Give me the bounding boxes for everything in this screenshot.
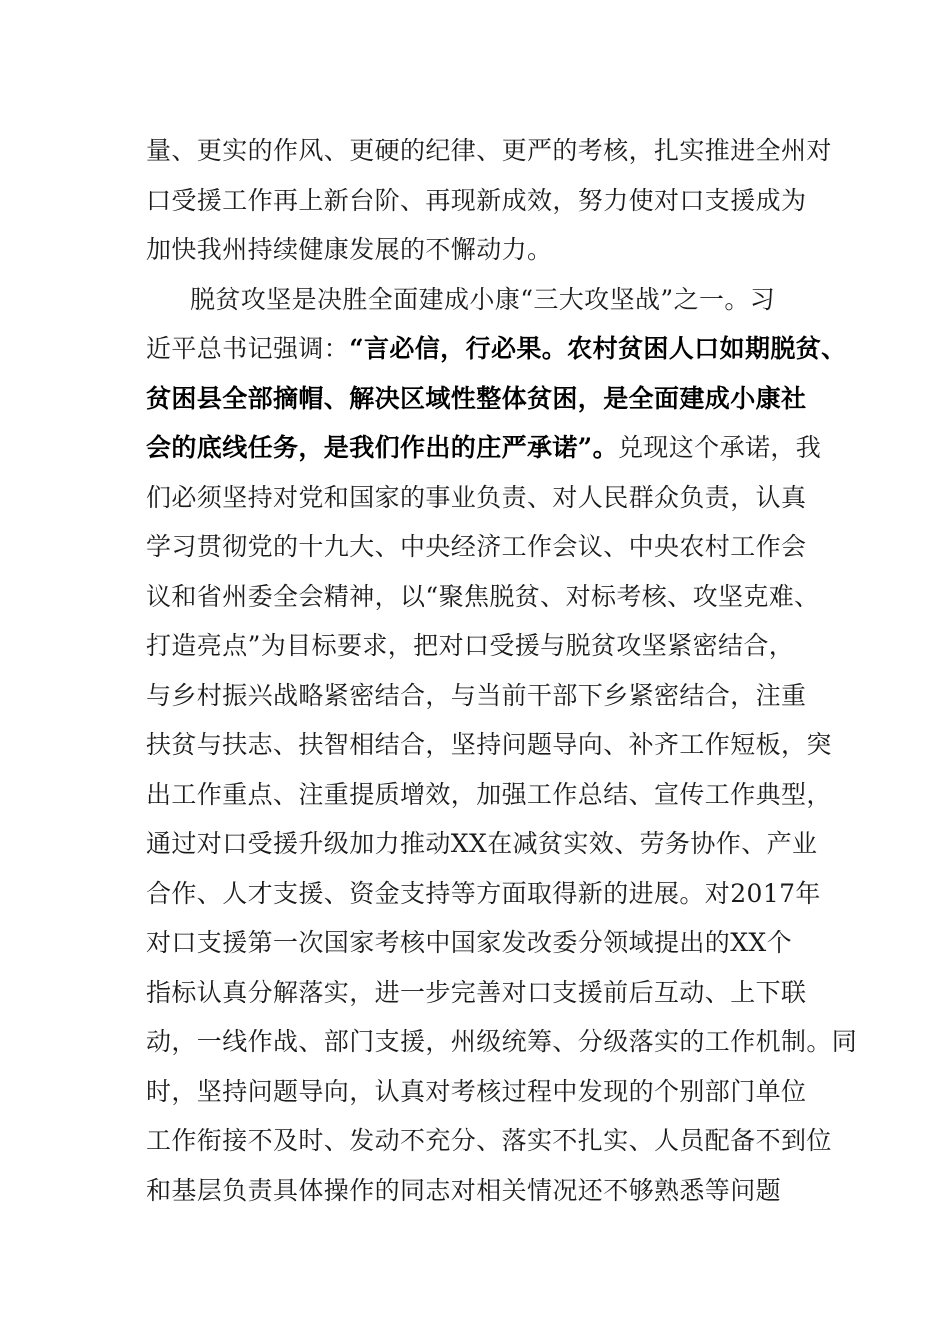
text-line: 动，一线作战、部门支援，州级统筹、分级落实的工作机制。同 (146, 1027, 858, 1056)
text-line (146, 324, 847, 374)
line-text: 近平总书记强调： (146, 334, 350, 363)
text-line: 量、更实的作风、更硬的纪律、更严的考核，扎实推进全州对 (146, 136, 832, 165)
text-line: 学习贯彻党的十九大、中央经济工作会议、中央农村工作会 (146, 532, 807, 561)
body-text (146, 126, 858, 1215)
text-line: 时，坚持问题导向，认真对考核过程中发现的个别部门单位 (146, 1076, 807, 1106)
quote-bold-text: 会的底线任务，是我们作出的庄严承诺”。 (146, 433, 618, 462)
text-line: 工作衔接不及时、发动不充分、落实不扎实、人员配备不到位 (146, 1126, 832, 1155)
quote-bold-line: 贫困县全部摘帽、解决区域性整体贫困，是全面建成小康社 (146, 383, 807, 413)
text-line: 们必须坚持对党和国家的事业负责、对人民群众负责，认真 (146, 482, 807, 512)
text-line: 出工作重点、注重提质增效，加强工作总结、宣传工作典型， (146, 779, 832, 809)
text-line: 和基层负责具体操作的同志对相关情况还不够熟悉等问题 (146, 1175, 782, 1205)
text-line: 打造亮点”为目标要求，把对口受援与脱贫攻坚紧密结合， (146, 631, 795, 660)
text-line: 对口支援第一次国家考核中国家发改委分领域提出的XX个 (146, 928, 792, 957)
text-line (146, 423, 822, 473)
text-line: 通过对口受援升级加力推动XX在减贫实效、劳务协作、产业 (146, 829, 818, 858)
text-line: 扶贫与扶志、扶智相结合，坚持问题导向、补齐工作短板，突 (146, 730, 832, 759)
quote-bold-text: “言必信，行必果。农村贫困人口如期脱贫、 (349, 334, 847, 363)
text-line: 与乡村振兴战略紧密结合，与当前干部下乡紧密结合，注重 (146, 680, 807, 710)
line-text: 兑现这个承诺，我 (617, 433, 822, 462)
text-line: 指标认真分解落实，进一步完善对口支援前后互动、上下联 (146, 977, 807, 1007)
text-line: 议和省州委全会精神，以“聚焦脱贫、对标考核、攻坚克难、 (146, 581, 820, 611)
text-line: 加快我州持续健康发展的不懈动力。 (146, 235, 553, 264)
paragraph-first-line: 脱贫攻坚是决胜全面建成小康“三大攻坚战”之一。习 (190, 284, 776, 314)
text-line: 口受援工作再上新台阶、再现新成效，努力使对口支援成为 (146, 185, 807, 215)
text-line: 合作、人才支援、资金支持等方面取得新的进展。对2017年 (146, 878, 821, 908)
